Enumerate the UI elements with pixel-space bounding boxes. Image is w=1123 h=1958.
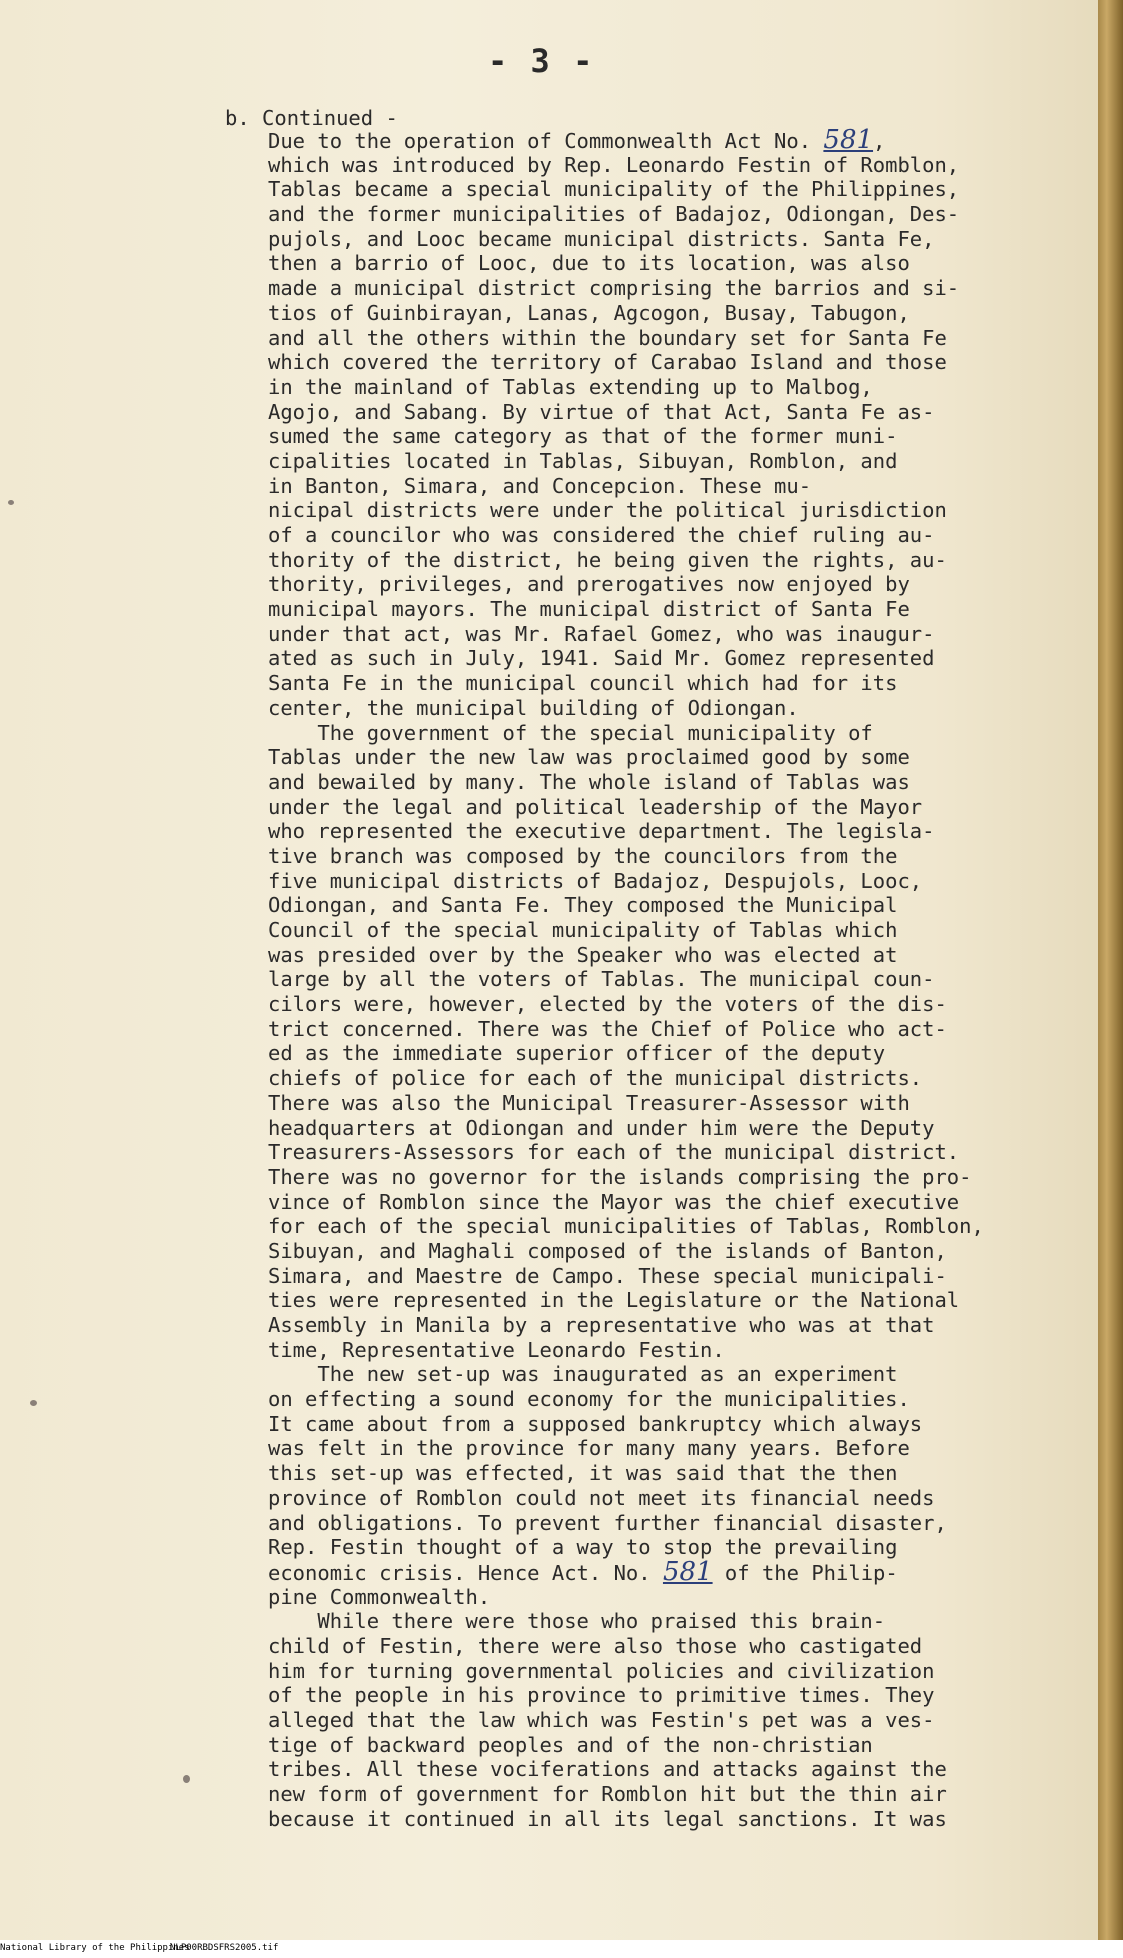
text-line: Tablas under the new law was proclaimed good by some [268, 745, 910, 770]
text-line: who represented the executive department. The legisla- [268, 819, 935, 844]
text-line: time, Representative Leonardo Festin. [268, 1337, 725, 1362]
footer-source: National Library of the Philippines [0, 1943, 190, 1953]
text-line: Santa Fe in the municipal council which had for its [268, 671, 898, 696]
text-line: trict concerned. There was the Chief of Police who act- [268, 1016, 947, 1041]
text-line [268, 1556, 1048, 1587]
text-line: child of Festin, there were also those who castigated [268, 1633, 923, 1658]
text-line: The government of the special municipality of [268, 720, 873, 745]
text-line: tios of Guinbirayan, Lanas, Agcogon, Busay, Tabugon, [268, 300, 910, 325]
text-line: and all the others within the boundary set for Santa Fe [268, 325, 947, 350]
text-line: in Banton, Simara, and Concepcion. These mu- [268, 473, 812, 498]
text-line: ties were represented in the Legislature or the National [268, 1288, 960, 1313]
text-line: him for turning governmental policies and civilization [268, 1658, 935, 1683]
footer-filename: NLP00RBDSFRS2005.tif [170, 1943, 279, 1953]
text-line: of a councilor who was considered the chief ruling au- [268, 523, 935, 547]
text-line: made a municipal district comprising the barrios and si- [268, 276, 960, 301]
text-line: which covered the territory of Carabao Island and those [268, 350, 947, 375]
text-line: tige of backward peoples and of the non-christian [268, 1732, 873, 1757]
text-line: thority, privileges, and prerogatives now enjoyed by [268, 572, 910, 597]
paper-speck [30, 1400, 37, 1406]
text-line: province of Romblon could not meet its financial needs [268, 1485, 935, 1510]
text-line: Treasurers-Assessors for each of the municipal district. [268, 1140, 960, 1165]
text-line: center, the municipal building of Odiongan. [268, 695, 799, 720]
text-line: in the mainland of Tablas extending up to Malbog, [268, 374, 873, 399]
text-line: Tablas became a special municipality of the Philippines, [268, 177, 960, 202]
act-number-handwritten: 581 [662, 1556, 713, 1587]
text-line: The new set-up was inaugurated as an experiment [268, 1362, 898, 1387]
text-line: for each of the special municipalities of Tablas, Romblon, [268, 1214, 984, 1239]
text-line-content: economic crisis. Hence Act. No. [268, 1560, 663, 1585]
paper-speck [8, 500, 14, 505]
text-line: on effecting a sound economy for the municipalities. [268, 1387, 910, 1412]
text-line: There was also the Municipal Treasurer-Assessor with [268, 1090, 910, 1115]
text-line: tive branch was composed by the councilors from the [268, 843, 898, 868]
text-line: nicipal districts were under the political jurisdiction [268, 498, 947, 523]
text-line: which was introduced by Rep. Leonardo Festin of Romblon, [268, 152, 960, 177]
paper-speck [183, 1775, 190, 1783]
text-line: cipalities located in Tablas, Sibuyan, Romblon, and [268, 448, 898, 473]
text-line: There was no governor for the islands comprising the pro- [268, 1164, 972, 1189]
text-line: Sibuyan, and Maghali composed of the islands of Banton, [268, 1238, 947, 1263]
text-line: Agojo, and Sabang. By virtue of that Act, Santa Fe as- [268, 399, 935, 424]
text-line: Odiongan, and Santa Fe. They composed the Municipal [268, 893, 898, 918]
text-line: tribes. All these vociferations and attacks against the [268, 1757, 947, 1782]
text-line: municipal mayors. The municipal district of Santa Fe [268, 597, 910, 622]
text-line: Assembly in Manila by a representative who was at that [268, 1313, 935, 1337]
text-line: sumed the same category as that of the former muni- [268, 424, 898, 449]
page-number: - 3 - [488, 42, 595, 80]
text-line: new form of government for Romblon hit but the thin air [268, 1782, 947, 1807]
text-line: ed as the immediate superior officer of the deputy [268, 1041, 886, 1066]
text-line: Rep. Festin thought of a way to stop the prevailing [268, 1535, 898, 1560]
text-line: pujols, and Looc became municipal districts. Santa Fe, [268, 226, 935, 251]
text-line: of the people in his province to primitive times. They [268, 1683, 935, 1708]
text-line: ated as such in July, 1941. Said Mr. Gomez represented [268, 646, 935, 671]
text-line: and obligations. To prevent further financial disaster, [268, 1510, 947, 1535]
text-line: and bewailed by many. The whole island of Tablas was [268, 769, 910, 794]
text-line: under the legal and political leadership of the Mayor [268, 794, 923, 819]
text-line-suffix: of the Philip- [712, 1560, 898, 1585]
text-line: was felt in the province for many many years. Before [268, 1436, 910, 1461]
text-line: because it continued in all its legal sanctions. It was [268, 1806, 947, 1831]
text-line: thority of the district, he being given the rights, au- [268, 547, 947, 572]
act-number-handwritten: 581 [823, 125, 874, 155]
section-heading: b. Continued - [225, 106, 398, 130]
text-line: It came about from a supposed bankruptcy which always [268, 1411, 923, 1436]
text-line: large by all the voters of Tablas. The municipal coun- [268, 967, 935, 992]
text-line: Due to the operation of Commonwealth Act No. 581, [268, 125, 886, 155]
text-line: was presided over by the Speaker who was elected at [268, 942, 898, 967]
text-line: vince of Romblon since the Mayor was the chief executive [268, 1189, 960, 1214]
text-line: under that act, was Mr. Rafael Gomez, who was inaugur- [268, 621, 935, 646]
text-line: While there were those who praised this brain- [268, 1609, 886, 1634]
text-line: and the former municipalities of Badajoz, Odiongan, Des- [268, 202, 960, 227]
text-line: Simara, and Maestre de Campo. These special municipali- [268, 1263, 947, 1288]
text-line: five municipal districts of Badajoz, Despujols, Looc, [268, 868, 923, 893]
text-line: this set-up was effected, it was said that the then [268, 1461, 898, 1486]
body-text [268, 125, 1048, 1831]
text-line-content: Due to the operation of Commonwealth Act No. [268, 129, 824, 153]
text-line: chiefs of police for each of the municipal districts. [268, 1066, 923, 1091]
text-line: Council of the special municipality of Tablas which [268, 918, 898, 942]
text-line: pine Commonwealth. [268, 1584, 491, 1609]
text-line: headquarters at Odiongan and under him were the Deputy [268, 1115, 935, 1140]
text-line: cilors were, however, elected by the voters of the dis- [268, 992, 947, 1017]
text-line: alleged that the law which was Festin's pet was a ves- [268, 1708, 935, 1732]
text-line: then a barrio of Looc, due to its location, was also [268, 251, 910, 276]
page-edge [1098, 0, 1123, 1940]
